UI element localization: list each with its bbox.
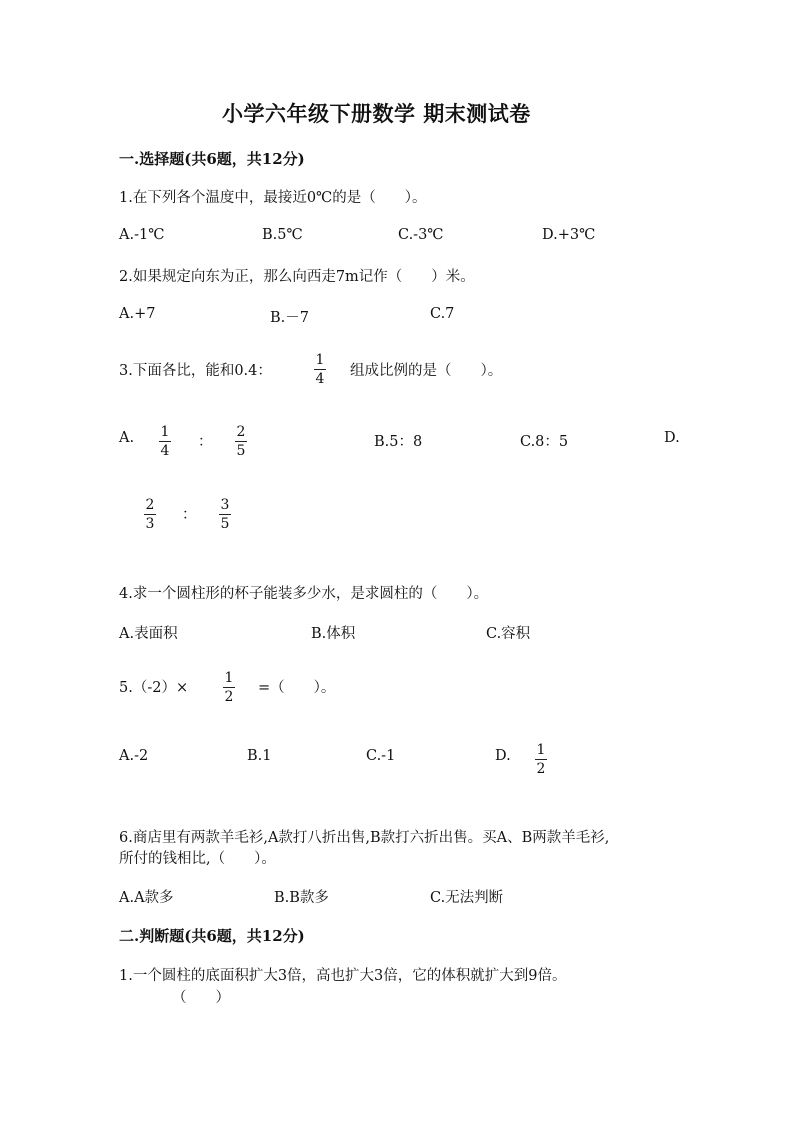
q3-fraction bbox=[314, 352, 326, 387]
question-3-text-start: 3.下面各比，能和0.4： bbox=[119, 363, 272, 379]
judge-question-1-text: 1.一个圆柱的底面积扩大3倍，高也扩大3倍，它的体积就扩大到9倍。 bbox=[119, 968, 567, 984]
q6-option-c[interactable]: C.无法判断 bbox=[430, 890, 504, 906]
fraction-bar bbox=[235, 441, 247, 442]
fraction-bar bbox=[144, 514, 156, 515]
fraction-denominator: 4 bbox=[315, 371, 325, 387]
page-title: 小学六年级下册数学 期末测试卷 bbox=[222, 101, 531, 126]
q5-option-d-fraction bbox=[535, 742, 547, 777]
q1-option-d[interactable]: D.+3℃ bbox=[542, 227, 596, 243]
q3-option-d-fraction-1 bbox=[144, 497, 156, 532]
q3-option-a-fraction-2 bbox=[235, 424, 247, 459]
q5-option-a[interactable]: A.-2 bbox=[119, 748, 149, 764]
fraction-denominator: 3 bbox=[145, 516, 155, 532]
q1-option-a[interactable]: A.-1℃ bbox=[119, 227, 165, 243]
fraction-numerator: 3 bbox=[220, 497, 230, 513]
judge-question-1-answer-blank[interactable]: （ ） bbox=[172, 990, 230, 1006]
q1-option-b[interactable]: B.5℃ bbox=[262, 227, 303, 243]
q3-option-a-fraction-1 bbox=[159, 424, 171, 459]
fraction-denominator: 2 bbox=[224, 689, 234, 705]
q3-option-b[interactable]: B.5：8 bbox=[374, 434, 423, 450]
fraction-denominator: 4 bbox=[160, 443, 170, 459]
q6-option-b[interactable]: B.B款多 bbox=[274, 890, 329, 906]
fraction-numerator: 2 bbox=[145, 497, 155, 513]
question-1-text: 1.在下列各个温度中，最接近0℃的是（ ）。 bbox=[119, 190, 427, 206]
q4-option-b[interactable]: B.体积 bbox=[311, 626, 356, 642]
q2-option-b[interactable]: B.－7 bbox=[270, 310, 309, 326]
question-3-text-end: 组成比例的是（ ）。 bbox=[350, 363, 503, 379]
fraction-numerator: 2 bbox=[236, 424, 246, 440]
q2-option-c[interactable]: C.7 bbox=[430, 306, 455, 322]
fraction-numerator: 1 bbox=[224, 670, 234, 686]
q4-option-a[interactable]: A.表面积 bbox=[119, 626, 178, 642]
question-5-text-start: 5.（-2）× bbox=[119, 680, 189, 696]
fraction-denominator: 5 bbox=[220, 516, 230, 532]
section1-heading: 一.选择题(共6题，共12分) bbox=[119, 150, 305, 168]
section2-heading: 二.判断题(共6题，共12分) bbox=[119, 927, 305, 945]
question-2-text: 2.如果规定向东为正，那么向西走7m记作（ ）米。 bbox=[119, 269, 475, 285]
fraction-denominator: 5 bbox=[236, 443, 246, 459]
q5-fraction bbox=[223, 670, 235, 705]
fraction-bar bbox=[314, 369, 326, 370]
question-6-text-line-1: 6.商店里有两款羊毛衫,A款打八折出售,B款打六折出售。买A、B两款羊毛衫, bbox=[119, 830, 610, 846]
q1-option-c[interactable]: C.-3℃ bbox=[398, 227, 444, 243]
q4-option-c[interactable]: C.容积 bbox=[486, 626, 531, 642]
q2-option-a[interactable]: A.+7 bbox=[119, 306, 156, 322]
fraction-numerator: 1 bbox=[536, 742, 546, 758]
q3-option-d-fraction-2 bbox=[219, 497, 231, 532]
q5-option-d-label[interactable]: D. bbox=[495, 748, 511, 764]
q3-option-a-colon: ： bbox=[198, 434, 213, 450]
fraction-bar bbox=[159, 441, 171, 442]
q3-option-d-label[interactable]: D. bbox=[664, 430, 680, 446]
q3-option-d-colon: ： bbox=[182, 507, 197, 523]
fraction-bar bbox=[535, 759, 547, 760]
q5-option-b[interactable]: B.1 bbox=[247, 748, 272, 764]
question-6-text-line-2: 所付的钱相比,（ ）。 bbox=[119, 851, 276, 867]
q3-option-a-label[interactable]: A. bbox=[119, 430, 135, 446]
fraction-numerator: 1 bbox=[160, 424, 170, 440]
fraction-bar bbox=[219, 514, 231, 515]
q3-option-c[interactable]: C.8：5 bbox=[520, 434, 569, 450]
question-4-text: 4.求一个圆柱形的杯子能装多少水，是求圆柱的（ ）。 bbox=[119, 586, 489, 602]
fraction-denominator: 2 bbox=[536, 761, 546, 777]
fraction-numerator: 1 bbox=[315, 352, 325, 368]
fraction-bar bbox=[223, 687, 235, 688]
question-5-text-end: =（ ）。 bbox=[258, 680, 336, 696]
q5-option-c[interactable]: C.-1 bbox=[366, 748, 396, 764]
q6-option-a[interactable]: A.A款多 bbox=[119, 890, 174, 906]
